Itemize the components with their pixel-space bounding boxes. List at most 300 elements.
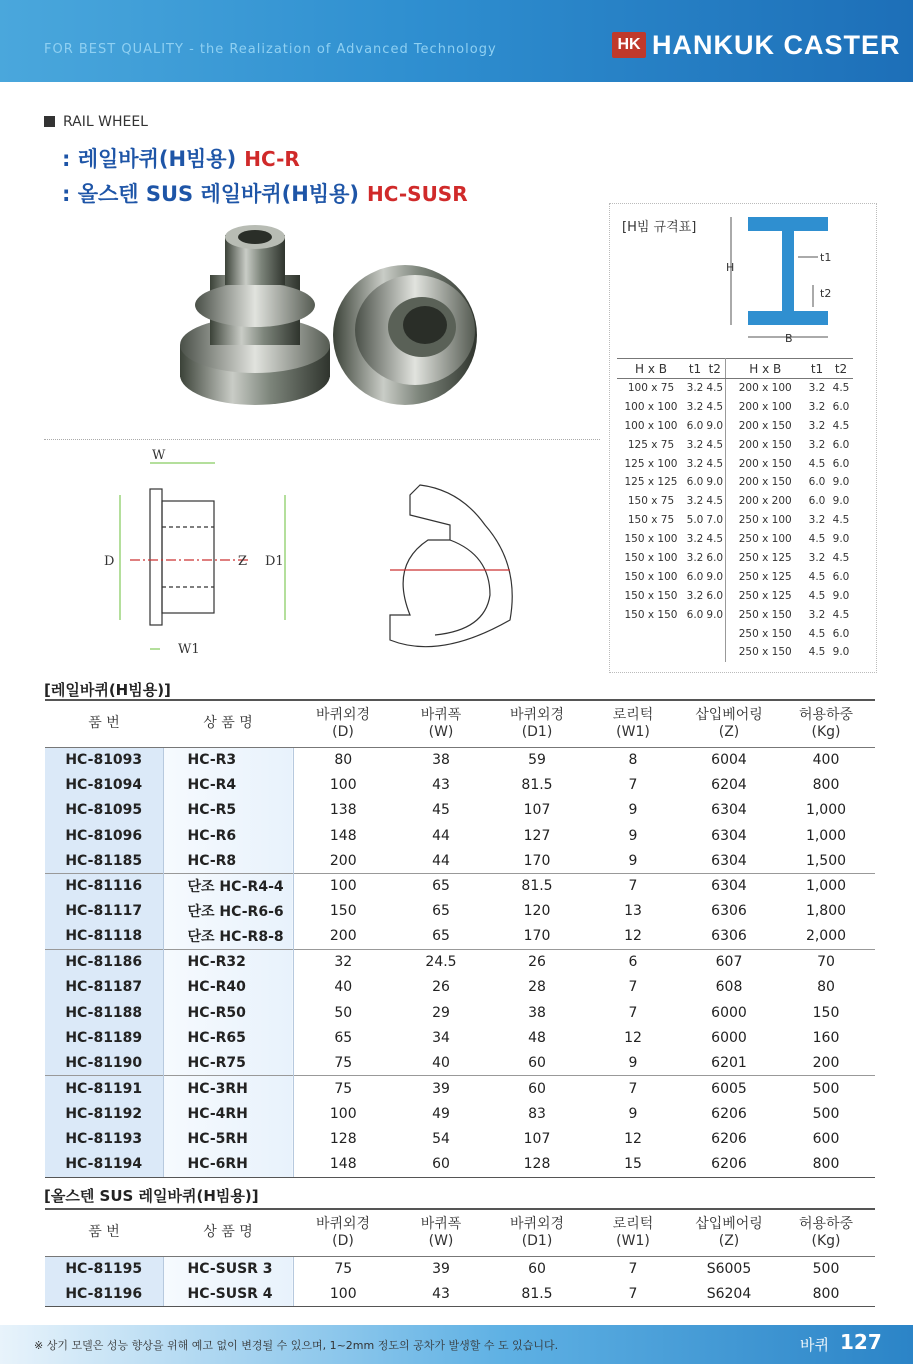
h-beam-row [617, 416, 853, 435]
h-beam-header-cell: t2 [829, 359, 853, 379]
footer-note: ※ 상기 모델은 성능 향상을 위해 예고 없이 변경될 수 있으며, 1~2mm 정도의 공차가 발생할 수 도 있습니다. [34, 1339, 559, 1352]
h-beam-cell: 3.2 [808, 382, 826, 395]
h-beam-cell: 4.5 [808, 533, 826, 546]
part-number: HC-81188 [45, 1000, 163, 1025]
table-cell: 600 [812, 1131, 840, 1148]
table-cell: 800 [777, 1281, 875, 1306]
table-cell: 200 [329, 928, 357, 945]
h-beam-diagram [713, 215, 848, 345]
h-beam-cell: 6.0 [832, 570, 850, 583]
h-beam-cell: 6.0 [808, 495, 826, 508]
square-bullet-icon [44, 116, 55, 127]
h-beam-cell: 200 x 100 [738, 400, 792, 413]
part-number: HC-81118 [45, 924, 163, 949]
product-name: 단조 HC-R6-6 [163, 899, 293, 924]
column-header-label: 바퀴외경 [315, 706, 371, 723]
column-header-label: 로리턱 [612, 706, 654, 723]
table-cell: 200 [329, 852, 357, 869]
table-cell: 29 [432, 1004, 450, 1021]
table-cell: 6000 [711, 1004, 747, 1021]
part-number: HC-81096 [45, 823, 163, 848]
table-cell: 60 [393, 1152, 489, 1177]
h-beam-cell: 125 x 75 [627, 438, 675, 451]
product-name: HC-R4 [163, 772, 293, 797]
table-cell: 6206 [711, 1131, 747, 1148]
table-cell: 6204 [711, 776, 747, 793]
table-row [45, 1025, 875, 1050]
table-row [45, 1000, 875, 1025]
h-beam-row [617, 530, 853, 549]
column-header [681, 1209, 777, 1256]
table-cell: 1,500 [805, 852, 847, 869]
product-name: HC-3RH [163, 1076, 293, 1101]
h-beam-cell: 4.5 [832, 608, 850, 621]
table2-title: [올스텐 SUS 레일바퀴(H빔용)] [44, 1187, 259, 1205]
table-cell: 6304 [711, 827, 747, 844]
footer-category: 바퀴 [800, 1336, 829, 1354]
title1-text: : 레일바퀴(H빔용) [62, 147, 237, 171]
table-cell: 75 [334, 1260, 353, 1277]
product-name: HC-R3 [163, 747, 293, 772]
product-name: HC-R32 [163, 949, 293, 974]
h-beam-cell: 3.2 [686, 589, 704, 602]
column-header-label: 삽입베어링 [695, 1215, 763, 1232]
h-beam-cell: 125 x 125 [624, 476, 678, 489]
product-name: HC-R75 [163, 1051, 293, 1076]
w1-dimension-label: W1 [178, 642, 200, 657]
d1-dimension-label: D1 [265, 554, 284, 569]
product-name: HC-R5 [163, 798, 293, 823]
product-name: HC-SUSR 3 [163, 1256, 293, 1281]
part-number: HC-81093 [45, 747, 163, 772]
table-cell: 43 [432, 776, 450, 793]
h-beam-cell: 9.0 [705, 473, 725, 492]
table2-header-row [45, 1209, 875, 1256]
column-header [681, 700, 777, 747]
table-cell: 50 [334, 1004, 353, 1021]
b-dimension-label: B [785, 332, 793, 345]
column-header-label: 품 번 [88, 1224, 120, 1241]
table-cell: 1,800 [805, 903, 847, 920]
table-row [45, 949, 875, 974]
table-cell: 60 [489, 1076, 585, 1101]
column-header [163, 1209, 293, 1256]
column-header-label: 허용하중 [798, 1215, 854, 1232]
column-header-unit: (W) [428, 1232, 454, 1249]
table-cell: 70 [777, 949, 875, 974]
h-beam-cell: 4.5 [705, 379, 725, 398]
table-cell: 81.5 [521, 776, 553, 793]
column-header [393, 700, 489, 747]
table-cell: 7 [628, 1004, 638, 1021]
table-cell: 107 [523, 1131, 551, 1148]
h-beam-cell: 9.0 [832, 589, 850, 602]
part-number: HC-81191 [45, 1076, 163, 1101]
table-cell: 75 [293, 1076, 393, 1101]
table-row [45, 924, 875, 949]
brand-logo-icon: HK [612, 32, 646, 58]
table-cell: 38 [528, 1004, 546, 1021]
h-beam-cell [617, 643, 685, 662]
table-cell: 9 [628, 1105, 638, 1122]
table-cell: 170 [523, 852, 551, 869]
column-header [489, 700, 585, 747]
table-cell: 148 [329, 827, 357, 844]
table1-title: [레일바퀴(H빔용)] [44, 681, 171, 699]
h-beam-row [617, 567, 853, 586]
part-number: HC-81196 [45, 1281, 163, 1306]
h-beam-cell: 4.5 [705, 435, 725, 454]
table-cell: 12 [624, 1131, 642, 1148]
h-beam-cell: 250 x 125 [738, 570, 792, 583]
h-beam-row [617, 473, 853, 492]
h-beam-cell: 3.2 [808, 608, 826, 621]
product-name: HC-R8 [163, 848, 293, 873]
table-row [45, 798, 875, 823]
table-cell: 100 [329, 1105, 357, 1122]
h-beam-cell: 250 x 150 [738, 627, 792, 640]
table-cell: 9 [628, 827, 638, 844]
product-title-1 [62, 143, 300, 173]
h-beam-cell [685, 624, 705, 643]
table-cell: 59 [528, 751, 546, 768]
h-beam-cell: 3.2 [808, 419, 826, 432]
table-row [45, 848, 875, 873]
table-cell: 1,000 [805, 802, 847, 819]
table-cell: 1,000 [777, 873, 875, 898]
h-beam-cell: 3.2 [686, 533, 704, 546]
table-cell: 7 [585, 1076, 681, 1101]
column-header [45, 700, 163, 747]
h-beam-cell: 3.2 [808, 400, 826, 413]
h-dimension-label: H [726, 261, 735, 274]
h-beam-cell: 100 x 100 [624, 419, 678, 432]
h-beam-row [617, 435, 853, 454]
h-beam-row [617, 643, 853, 662]
table-cell: 43 [393, 1281, 489, 1306]
h-beam-cell [705, 643, 725, 662]
table-cell: 48 [528, 1029, 546, 1046]
table-cell: 75 [334, 1054, 353, 1071]
table-cell: 38 [432, 751, 450, 768]
h-beam-header-cell: t2 [705, 359, 725, 379]
product-name: HC-R50 [163, 1000, 293, 1025]
table-cell: S6204 [681, 1281, 777, 1306]
h-beam-cell: 4.5 [832, 419, 850, 432]
product-name: HC-R65 [163, 1025, 293, 1050]
h-beam-cell: 6.0 [832, 438, 850, 451]
table-cell: 8 [628, 751, 638, 768]
table-row [45, 823, 875, 848]
table-cell: 200 [812, 1054, 840, 1071]
h-beam-cell: 250 x 125 [738, 589, 792, 602]
table-cell: 6304 [681, 873, 777, 898]
h-beam-cell: 3.2 [686, 400, 704, 413]
h-beam-cell: 7.0 [705, 511, 725, 530]
h-beam-cell: 3.2 [686, 382, 704, 395]
table-cell: 6206 [711, 1105, 747, 1122]
table-cell: 65 [334, 1029, 353, 1046]
column-header-unit: (Z) [718, 723, 740, 740]
h-beam-cell: 9.0 [705, 605, 725, 624]
h-beam-cell: 6.0 [686, 608, 704, 621]
column-header-label: 바퀴폭 [420, 706, 462, 723]
column-header-unit: (Z) [718, 1232, 740, 1249]
column-header-unit: (D1) [521, 1232, 553, 1249]
table-cell: 120 [523, 903, 551, 920]
table-cell: 9 [628, 852, 638, 869]
h-beam-spec-table [617, 358, 853, 662]
table-cell: 6004 [711, 751, 747, 768]
technical-drawing [90, 445, 530, 675]
table-cell: 148 [293, 1152, 393, 1177]
h-beam-cell: 4.5 [705, 492, 725, 511]
h-beam-cell: 6.0 [808, 476, 826, 489]
header-tagline: FOR BEST QUALITY - the Realization of Advanced Technology [44, 42, 497, 57]
h-beam-header-row [617, 359, 853, 379]
h-beam-cell [617, 624, 685, 643]
table-cell: 81.5 [489, 873, 585, 898]
part-number: HC-81190 [45, 1051, 163, 1076]
table-cell: 6306 [711, 903, 747, 920]
rail-wheel-photo [160, 215, 500, 420]
table-cell: 800 [812, 776, 840, 793]
h-beam-cell: 6.0 [832, 400, 850, 413]
table-cell: 9 [628, 1054, 638, 1071]
h-beam-cell: 150 x 150 [624, 589, 678, 602]
table-cell: 39 [393, 1076, 489, 1101]
h-beam-header-cell: H x B [617, 359, 685, 379]
h-beam-cell: 250 x 150 [738, 646, 792, 659]
h-beam-cell: 3.2 [686, 551, 704, 564]
h-beam-cell: 6.0 [705, 549, 725, 568]
h-beam-cell: 150 x 100 [624, 551, 678, 564]
column-header-unit: (W1) [616, 723, 650, 740]
column-header-label: 허용하중 [798, 706, 854, 723]
part-number: HC-81192 [45, 1101, 163, 1126]
table-cell: 39 [432, 1260, 450, 1277]
h-beam-cell: 125 x 100 [624, 457, 678, 470]
table1-header-row [45, 700, 875, 747]
table-cell: 100 [293, 873, 393, 898]
table-cell: 32 [293, 949, 393, 974]
h-beam-cell: 6.0 [705, 586, 725, 605]
table-cell: 60 [528, 1054, 546, 1071]
table-cell: 400 [812, 751, 840, 768]
table-cell: 170 [523, 928, 551, 945]
part-number: HC-81194 [45, 1152, 163, 1177]
table-row [45, 975, 875, 1000]
h-beam-cell: 4.5 [705, 397, 725, 416]
page-number: 127 [840, 1330, 882, 1354]
column-header-label: 바퀴외경 [509, 706, 565, 723]
h-beam-cell: 3.2 [686, 457, 704, 470]
h-beam-row [617, 454, 853, 473]
h-beam-cell: 3.2 [808, 514, 826, 527]
brand-name: HANKUK CASTER [652, 30, 901, 60]
table-cell: 12 [624, 928, 642, 945]
part-number: HC-81187 [45, 975, 163, 1000]
column-header-unit: (D1) [521, 723, 553, 740]
part-number: HC-81117 [45, 899, 163, 924]
h-beam-cell: 150 x 100 [624, 533, 678, 546]
h-beam-row [617, 624, 853, 643]
table-row [45, 1051, 875, 1076]
table-cell: 7 [585, 1281, 681, 1306]
column-header [45, 1209, 163, 1256]
table-cell: 6304 [711, 802, 747, 819]
h-beam-cell: 9.0 [832, 646, 850, 659]
table-cell: 6005 [681, 1076, 777, 1101]
column-header-unit: (Kg) [811, 1232, 841, 1249]
table-cell: 100 [293, 1281, 393, 1306]
table-cell: 9 [628, 802, 638, 819]
h-beam-cell: 4.5 [808, 570, 826, 583]
column-header [777, 700, 875, 747]
table-cell: 45 [432, 802, 450, 819]
column-header-unit: (W1) [616, 1232, 650, 1249]
column-header-label: 바퀴폭 [420, 1215, 462, 1232]
column-header-label: 바퀴외경 [315, 1215, 371, 1232]
column-header [585, 700, 681, 747]
part-number: HC-81189 [45, 1025, 163, 1050]
table-cell: 6 [585, 949, 681, 974]
table-cell: 7 [628, 979, 638, 996]
table-cell: 15 [585, 1152, 681, 1177]
product-name: HC-4RH [163, 1101, 293, 1126]
h-beam-row [617, 511, 853, 530]
h-beam-cell: 200 x 150 [738, 419, 792, 432]
table-cell: 608 [715, 979, 743, 996]
table-cell: 34 [432, 1029, 450, 1046]
product-name: 단조 HC-R8-8 [163, 924, 293, 949]
h-beam-cell: 4.5 [832, 382, 850, 395]
table-cell: 150 [329, 903, 357, 920]
product-name: HC-R40 [163, 975, 293, 1000]
h-beam-header-cell: t1 [805, 359, 829, 379]
h-beam-cell: 4.5 [705, 454, 725, 473]
table-row [45, 1126, 875, 1151]
table-row [45, 1256, 875, 1281]
table-row [45, 899, 875, 924]
h-beam-cell: 100 x 75 [627, 382, 675, 395]
h-beam-cell: 100 x 100 [624, 400, 678, 413]
h-beam-cell [685, 643, 705, 662]
h-beam-cell: 150 x 75 [627, 514, 675, 527]
part-number: HC-81186 [45, 949, 163, 974]
part-number: HC-81094 [45, 772, 163, 797]
part-number: HC-81095 [45, 798, 163, 823]
product-title-2 [62, 178, 468, 208]
table-cell: 500 [812, 1105, 840, 1122]
divider [44, 439, 600, 440]
h-beam-cell: 3.2 [808, 551, 826, 564]
h-beam-cell: 9.0 [705, 416, 725, 435]
product-name: HC-R6 [163, 823, 293, 848]
table-cell: 13 [624, 903, 642, 920]
column-header [585, 1209, 681, 1256]
part-number: HC-81185 [45, 848, 163, 873]
section-label [44, 114, 148, 130]
table-row [45, 1152, 875, 1177]
column-header-label: 바퀴외경 [509, 1215, 565, 1232]
table-cell: 128 [329, 1131, 357, 1148]
table-cell: 800 [777, 1152, 875, 1177]
table-cell: 80 [334, 751, 353, 768]
table-cell: 65 [432, 903, 450, 920]
h-beam-cell: 9.0 [832, 533, 850, 546]
h-beam-row [617, 492, 853, 511]
table-cell: 40 [334, 979, 353, 996]
h-beam-cell: 9.0 [832, 495, 850, 508]
t2-dimension-label: t2 [820, 287, 832, 300]
table-cell: 7 [628, 1260, 638, 1277]
part-number: HC-81193 [45, 1126, 163, 1151]
h-beam-cell: 250 x 150 [738, 608, 792, 621]
table-cell: 26 [489, 949, 585, 974]
sus-rail-wheel-table [45, 1208, 875, 1307]
column-header-unit: (D) [332, 723, 354, 740]
table-row [45, 1281, 875, 1306]
table-cell: 500 [812, 1260, 840, 1277]
column-header-unit: (W) [428, 723, 454, 740]
h-beam-cell [705, 624, 725, 643]
h-beam-cell: 6.0 [832, 627, 850, 640]
h-beam-cell: 3.2 [686, 495, 704, 508]
w-dimension-label: W [152, 448, 166, 463]
h-beam-cell: 4.5 [832, 514, 850, 527]
table-cell: 7 [585, 873, 681, 898]
part-number: HC-81195 [45, 1256, 163, 1281]
table-cell: 12 [624, 1029, 642, 1046]
product-name: HC-5RH [163, 1126, 293, 1151]
h-beam-cell: 150 x 100 [624, 570, 678, 583]
h-beam-cell: 250 x 100 [738, 533, 792, 546]
table-cell: 54 [432, 1131, 450, 1148]
table-cell: 6306 [711, 928, 747, 945]
column-header-label: 로리턱 [612, 1215, 654, 1232]
h-beam-spec-title: [H빔 규격표] [622, 220, 697, 235]
table-cell: 65 [393, 873, 489, 898]
h-beam-row [617, 586, 853, 605]
h-beam-row [617, 379, 853, 398]
table-cell: S6005 [706, 1260, 752, 1277]
page-footer [0, 1325, 913, 1364]
h-beam-cell: 6.0 [686, 570, 704, 583]
table-cell: 44 [432, 827, 450, 844]
column-header [293, 1209, 393, 1256]
h-beam-cell: 6.0 [832, 457, 850, 470]
h-beam-cell: 4.5 [808, 457, 826, 470]
table-cell: 150 [812, 1004, 840, 1021]
title1-code: HC-R [244, 147, 300, 171]
h-beam-cell: 200 x 150 [738, 457, 792, 470]
table-cell: 24.5 [393, 949, 489, 974]
column-header [489, 1209, 585, 1256]
rail-wheel-table [45, 699, 875, 1178]
page-header [0, 0, 913, 82]
table-row [45, 1101, 875, 1126]
table-cell: 6206 [681, 1152, 777, 1177]
column-header-label: 삽입베어링 [695, 706, 763, 723]
h-beam-cell: 4.5 [808, 627, 826, 640]
table-cell: 6201 [711, 1054, 747, 1071]
h-beam-cell: 3.2 [808, 438, 826, 451]
title2-text: : 올스텐 SUS 레일바퀴(H빔용) [62, 182, 359, 206]
table-row [45, 747, 875, 772]
h-beam-cell: 4.5 [832, 551, 850, 564]
z-dimension-label: Z [238, 554, 248, 569]
